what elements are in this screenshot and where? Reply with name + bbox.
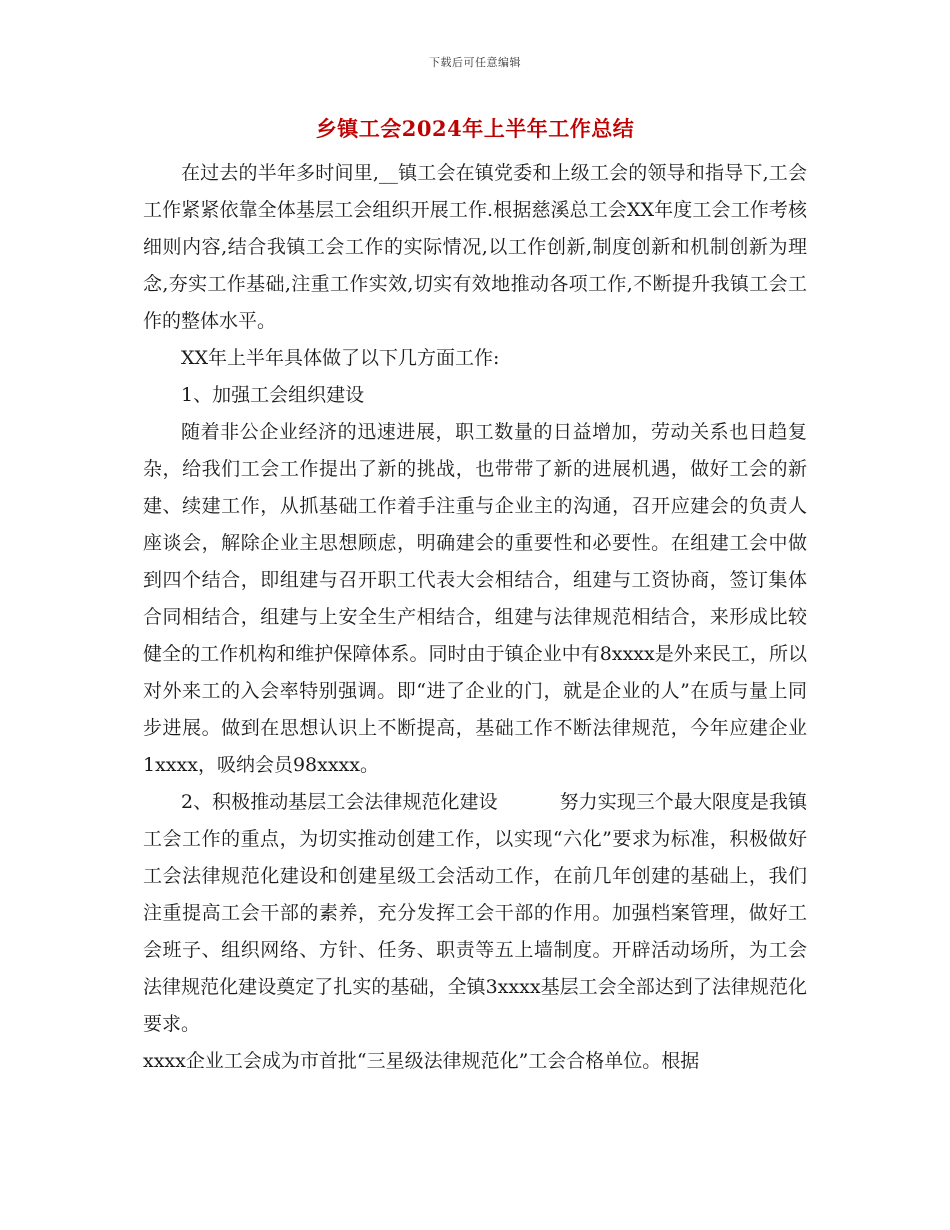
paragraph-section-1: 随着非公企业经济的迅速进展，职工数量的日益增加，劳动关系也日趋复杂，给我们工会工作提出了新的挑战，也带带了新的进展机遇，做好工会的新建、续建工作，从抓基础工作着手注重与企业主的沟通，召开应建会的负责人座谈会，解除企业主思想顾虑，明确建会的重要性和必要性。在组建工会中做到四个结合，即组建与召开职工代表大会相结合，组建与工资协商，签订集体合同相结合，组建与上安全生产相结合，组建与法律规范相结合，来形成比较健全的工作机构和维护保障体系。同时由于镇企业中有8xxxx是外来民工，所以对外来工的入会率特别强调。即“进了企业的门，就是企业的人”在质与量上同步进展。做到在思想认识上不断提高，基础工作不断法律规范，今年应建企业1xxxx，吸纳会员98xxxx。	[143, 421, 807, 776]
header-note: 下载后可任意编辑	[429, 56, 521, 69]
document-body	[143, 155, 807, 1080]
paragraph-intro: 在过去的半年多时间里,__镇工会在镇党委和上级工会的领导和指导下,工会工作紧紧依靠全体基层工会组织开展工作.根据慈溪总工会XX年度工会工作考核细则内容,结合我镇工会工作的实际情况,以工作创新,制度创新和机制创新为理念,夯实工作基础,注重工作实效,切实有效地推动各项工作,不断提升我镇工会工作的整体水平。	[143, 162, 807, 332]
document-title: 乡镇工会2024年上半年工作总结	[315, 116, 635, 141]
section-2-body: 努力实现三个最大限度是我镇工会工作的重点，为切实推动创建工作，以实现“六化”要求为标准，积极做好工会法律规范化建设和创建星级工会活动工作，在前几年创建的基础上，我们注重提高工会干部的素养，充分发挥工会干部的作用。加强档案管理，做好工会班子、组织网络、方针、任务、职责等五上墙制度。开辟活动场所，为工会法律规范化建设奠定了扎实的基础，全镇3xxxx基层工会全部达到了法律规范化要求。	[143, 791, 807, 1035]
paragraph-work-summary: XX年上半年具体做了以下几方面工作:	[181, 347, 500, 369]
section-heading-1: 1、加强工会组织建设	[181, 384, 365, 406]
section-heading-2: 2、积极推动基层工会法律规范化建设	[181, 791, 498, 813]
paragraph-section-2	[143, 784, 807, 1043]
paragraph-continued: xxxx企业工会成为市首批“三星级法律规范化”工会合格单位。根据	[143, 1050, 700, 1072]
